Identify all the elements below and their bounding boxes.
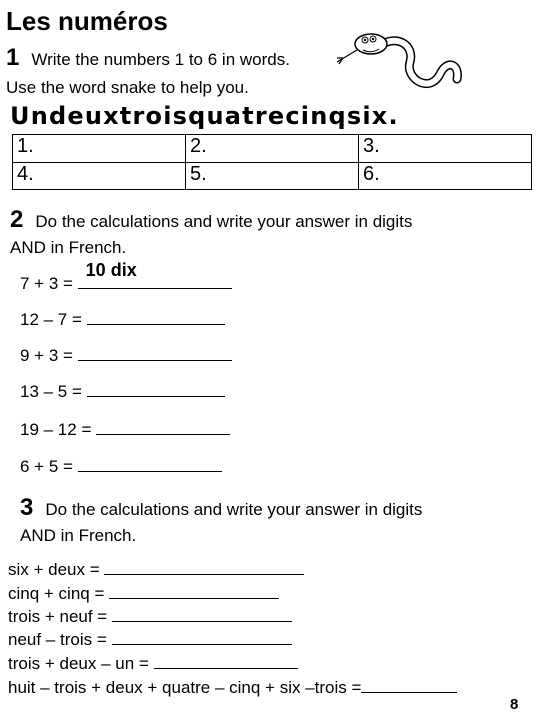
french-calc-expression: six + deux =: [8, 560, 100, 579]
section3-number: 3: [20, 494, 34, 521]
section1-instruction: [6, 44, 290, 72]
calc-item: [20, 418, 230, 440]
answer-line[interactable]: [96, 418, 230, 435]
answer-line[interactable]: [361, 676, 457, 693]
table-row: [13, 135, 532, 163]
french-calc-expression: trois + deux – un =: [8, 654, 149, 673]
table-row: [13, 162, 532, 190]
section3-instruction2: AND in French.: [20, 526, 137, 545]
calc-expression: 7 + 3 =: [20, 274, 73, 293]
answer-line[interactable]: [104, 558, 304, 575]
french-calc-item: [8, 582, 279, 604]
calc-expression: 13 – 5 =: [20, 382, 82, 401]
numbers-table: [12, 134, 532, 190]
table-cell[interactable]: 5.: [186, 162, 359, 190]
table-cell[interactable]: 6.: [359, 162, 532, 190]
table-cell[interactable]: 3.: [359, 135, 532, 163]
french-calc-item: [8, 676, 457, 698]
french-calc-expression: trois + neuf =: [8, 607, 108, 626]
word-snake-text: Undeuxtroisquatrecinqsix.: [10, 102, 399, 130]
calc-item: [20, 455, 222, 477]
french-calc-item: [8, 558, 304, 580]
section2-instruction-text: Do the calculations and write your answer in digits: [35, 212, 413, 231]
snake-icon: [335, 24, 465, 104]
page-number: 8: [510, 696, 519, 713]
calc-item: [20, 260, 232, 294]
calc-item: [20, 344, 232, 366]
answer-line[interactable]: [112, 628, 292, 645]
french-calc-expression: neuf – trois =: [8, 630, 107, 649]
table-cell[interactable]: 2.: [186, 135, 359, 163]
answer-line[interactable]: [109, 582, 279, 599]
table-cell[interactable]: 4.: [13, 162, 186, 190]
section2-number: 2: [10, 206, 24, 233]
calc-expression: 9 + 3 =: [20, 346, 73, 365]
answer-line[interactable]: [78, 344, 232, 361]
french-calc-expression: huit – trois + deux + quatre – cinq + six –trois =: [8, 678, 362, 697]
page-title: Les numéros: [6, 6, 168, 36]
answer-line[interactable]: [78, 260, 232, 289]
calc-expression: 6 + 5 =: [20, 457, 73, 476]
answer-text: 10 dix: [85, 260, 137, 280]
calc-item: [20, 380, 225, 402]
answer-line[interactable]: [154, 652, 298, 669]
calc-expression: 19 – 12 =: [20, 420, 92, 439]
answer-line[interactable]: [87, 380, 225, 397]
section1-instruction-text: Write the numbers 1 to 6 in words.: [31, 50, 290, 69]
french-calc-item: [8, 605, 292, 627]
section2-instruction: [10, 206, 412, 234]
section1-instruction2: Use the word snake to help you.: [6, 78, 249, 97]
calc-expression: 12 – 7 =: [20, 310, 82, 329]
section2-instruction2: AND in French.: [10, 238, 127, 257]
answer-line[interactable]: [87, 308, 225, 325]
section1-number: 1: [6, 44, 20, 71]
answer-line[interactable]: [78, 455, 222, 472]
table-cell[interactable]: 1.: [13, 135, 186, 163]
answer-line[interactable]: [112, 605, 292, 622]
french-calc-item: [8, 628, 292, 650]
french-calc-item: [8, 652, 298, 674]
calc-item: [20, 308, 225, 330]
french-calc-expression: cinq + cinq =: [8, 584, 105, 603]
section3-instruction-text: Do the calculations and write your answer in digits: [45, 500, 423, 519]
section3-instruction: [20, 494, 422, 522]
